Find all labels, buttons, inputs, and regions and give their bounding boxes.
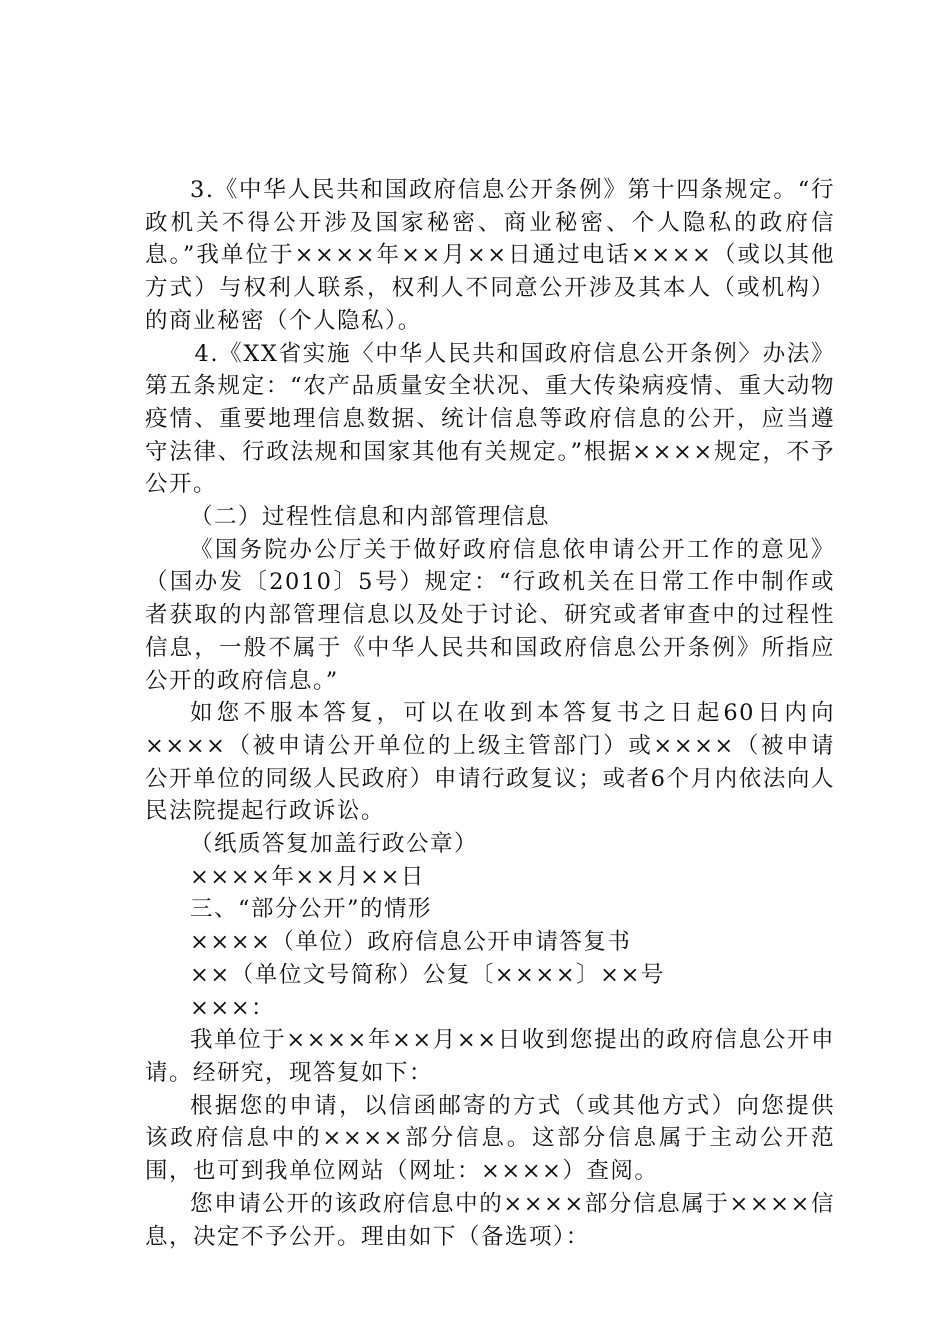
- section-heading-process-info: （二）过程性信息和内部管理信息: [190, 504, 551, 531]
- paragraph-provincial-measures: 4.《XX省实施〈中华人民共和国政府信息公开条例〉办法》第五条规定：“农产品质量安全状况、重大传染病疫情、重大动物疫情、重要地理信息数据、统计信息等政府信息的公开，应当遵守法律、行政法规和国家其他有关规定。”根据××××规定，不予公开。: [145, 340, 835, 498]
- reply-document-title: ××××（单位）政府信息公开申请答复书: [190, 929, 632, 956]
- seal-note: （纸质答复加盖行政公章）: [190, 831, 479, 858]
- paragraph-article-14: 3.《中华人民共和国政府信息公开条例》第十四条规定。“行政机关不得公开涉及国家秘密、商业秘密、个人隐私的政府信息。”我单位于××××年××月××日通过电话××××（或以其他方式）与权利人联系，权利人不同意公开涉及其本人（或机构）的商业秘密（个人隐私）。: [145, 177, 835, 334]
- paragraph-appeal-notice: 如您不服本答复，可以在收到本答复书之日起60日内向××××（被申请公开单位的上级主管部门）或××××（被申请公开单位的同级人民政府）申请行政复议；或者6个月内依法向人民法院提起行政诉讼。: [145, 700, 835, 825]
- paragraph-state-council-opinion: 《国务院办公厅关于做好政府信息依申请公开工作的意见》（国办发〔2010〕5号）规定：“行政机关在日常工作中制作或者获取的内部管理信息以及处于讨论、研究或者审查中的过程性信息，一般不属于《中华人民共和国政府信息公开条例》所指应公开的政府信息。”: [145, 536, 835, 694]
- section-heading-partial-disclosure: 三、“部分公开”的情形: [190, 896, 433, 923]
- reply-date: ××××年××月××日: [190, 863, 425, 890]
- paragraph-partial-withhold: 您申请公开的该政府信息中的××××部分信息属于××××信息，决定不予公开。理由如下（备选项）：: [145, 1190, 835, 1250]
- paragraph-partial-provide: 根据您的申请，以信函邮寄的方式（或其他方式）向您提供该政府信息中的××××部分信息。这部分信息属于主动公开范围，也可到我单位网站（网址：××××）查阅。: [145, 1092, 835, 1185]
- paragraph-received-request: 我单位于××××年××月××日收到您提出的政府信息公开申请。经研究，现答复如下：: [145, 1027, 835, 1086]
- reply-document-number: ××（单位文号简称）公复〔××××〕××号: [190, 961, 665, 988]
- salutation: ×××：: [190, 994, 276, 1021]
- document-body: [145, 174, 835, 1253]
